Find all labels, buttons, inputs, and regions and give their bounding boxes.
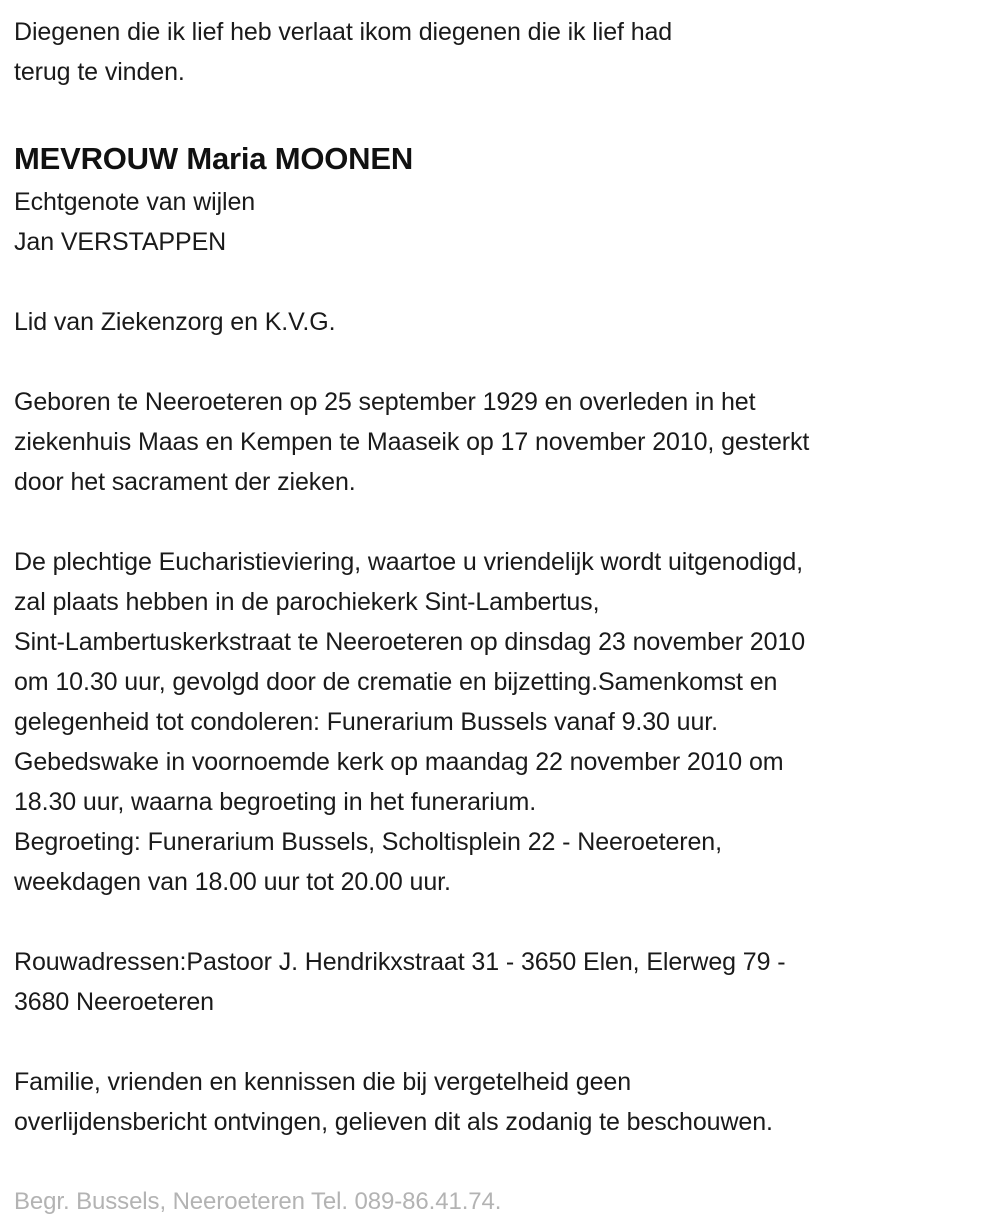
service-line: 18.30 uur, waarna begroeting in het funerarium. — [14, 788, 537, 816]
funeral-home-footer — [14, 1182, 992, 1222]
service-line: De plechtige Eucharistieviering, waartoe u vriendelijk wordt uitgenodigd, — [14, 548, 803, 576]
deceased-relation-line: Echtgenote van wijlen — [14, 188, 256, 216]
mourning-addresses-block — [14, 942, 992, 1022]
membership-line: Lid van Ziekenzorg en K.V.G. — [14, 308, 336, 336]
deceased-block — [14, 136, 992, 262]
blank-line — [14, 262, 992, 302]
epigraph-line: Diegenen die ik lief heb verlaat ikom diegenen die ik lief had — [14, 18, 673, 46]
blank-line — [14, 502, 992, 542]
memberships-block — [14, 302, 992, 342]
blank-line — [14, 902, 992, 942]
life-dates-block — [14, 382, 992, 502]
life-dates-line: Geboren te Neeroeteren op 25 september 1929 en overleden in het — [14, 388, 756, 416]
blank-line — [14, 1142, 992, 1182]
service-line: Begroeting: Funerarium Bussels, Scholtisplein 22 - Neeroeteren, — [14, 828, 722, 856]
blank-line — [14, 92, 992, 132]
deceased-name: MEVROUW Maria MOONEN — [14, 141, 414, 176]
epigraph-line: terug te vinden. — [14, 58, 185, 86]
deceased-spouse-name: Jan VERSTAPPEN — [14, 228, 227, 256]
mourning-address-line: 3680 Neeroeteren — [14, 988, 214, 1016]
service-details-block — [14, 542, 992, 902]
closing-note-block — [14, 1062, 992, 1142]
service-line: gelegenheid tot condoleren: Funerarium Bussels vanaf 9.30 uur. — [14, 708, 718, 736]
closing-note-line: overlijdensbericht ontvingen, gelieven dit als zodanig te beschouwen. — [14, 1108, 773, 1136]
service-line: zal plaats hebben in de parochiekerk Sint-Lambertus, — [14, 588, 600, 616]
life-dates-line: ziekenhuis Maas en Kempen te Maaseik op 17 november 2010, gesterkt — [14, 428, 810, 456]
service-line: Gebedswake in voornoemde kerk op maandag 22 november 2010 om — [14, 748, 784, 776]
service-line: Sint-Lambertuskerkstraat te Neeroeteren op dinsdag 23 november 2010 — [14, 628, 805, 656]
service-line: om 10.30 uur, gevolgd door de crematie en bijzetting.Samenkomst en — [14, 668, 778, 696]
funeral-home-credit: Begr. Bussels, Neeroeteren Tel. 089-86.41.74. — [14, 1188, 502, 1215]
mourning-address-line: Rouwadressen:Pastoor J. Hendrikxstraat 31 - 3650 Elen, Elerweg 79 - — [14, 948, 786, 976]
life-dates-line: door het sacrament der zieken. — [14, 468, 356, 496]
closing-note-line: Familie, vrienden en kennissen die bij vergetelheid geen — [14, 1068, 632, 1096]
blank-line — [14, 1022, 992, 1062]
service-line: weekdagen van 18.00 uur tot 20.00 uur. — [14, 868, 451, 896]
epigraph-block — [14, 12, 992, 92]
blank-line — [14, 342, 992, 382]
